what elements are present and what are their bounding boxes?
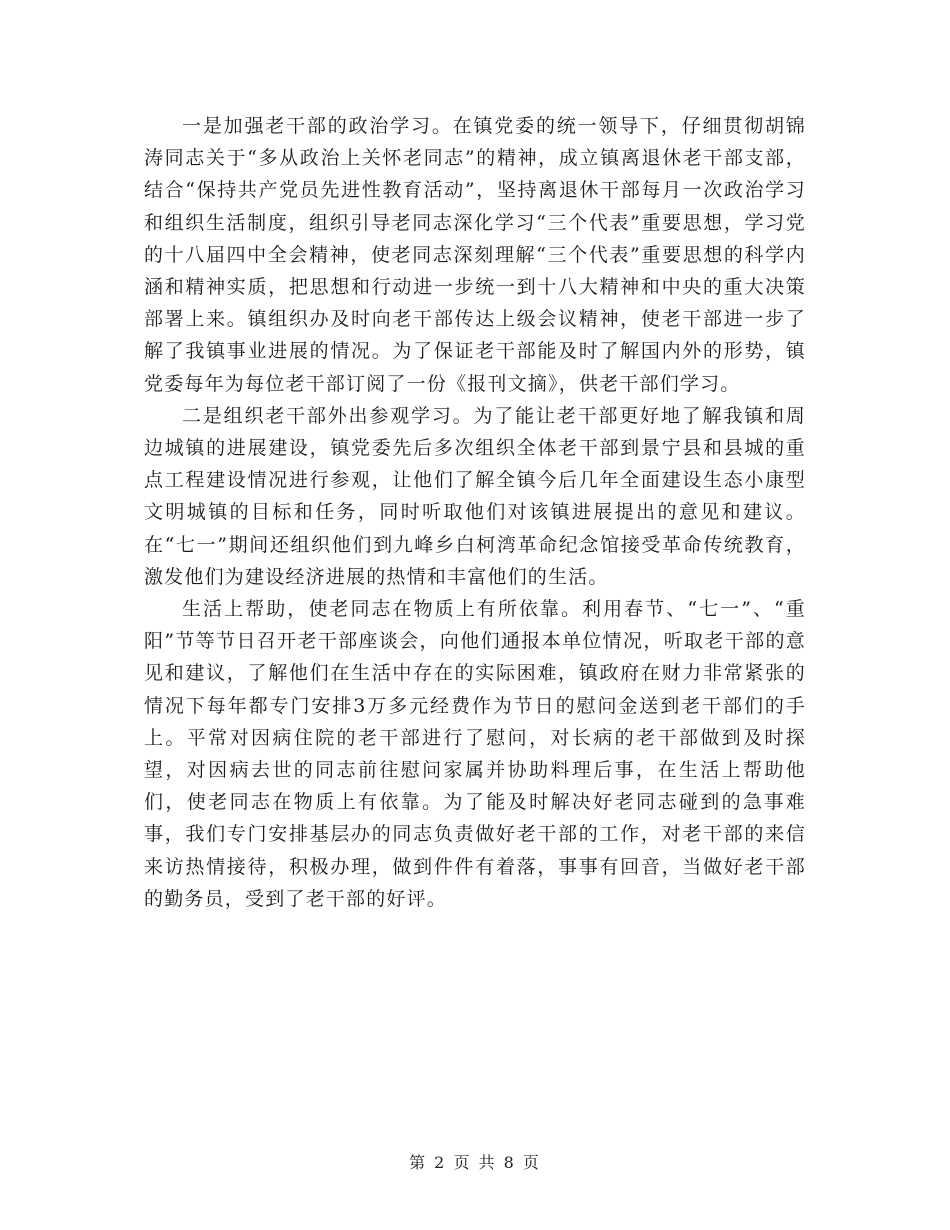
document-body xyxy=(144,110,806,915)
paragraph-field-trip: 二是组织老干部外出参观学习。为了能让老干部更好地了解我镇和周边城镇的进展建设，镇党委先后多次组织全体老干部到景宁县和县城的重点工程建设情况进行参观，让他们了解全镇今后几年全面建设生态小康型文明城镇的目标和任务，同时听取他们对该镇进展提出的意见和建议。在“七一”期间还组织他们到九峰乡白柯湾革命纪念馆接受革命传统教育，激发他们为建设经济进展的热情和丰富他们的生活。 xyxy=(144,404,806,588)
paragraph-political-study: 一是加强老干部的政治学习。在镇党委的统一领导下，仔细贯彻胡锦涛同志关于“多从政治上关怀老同志”的精神，成立镇离退休老干部支部，结合“保持共产党员先进性教育活动”，坚持离退休干部每月一次政治学习和组织生活制度，组织引导老同志深化学习“三个代表”重要思想，学习党的十八届四中全会精神，使老同志深刻理解“三个代表”重要思想的科学内涵和精神实质，把思想和行动进一步统一到十八大精神和中央的重大决策部署上来。镇组织办及时向老干部传达上级会议精神，使老干部进一步了解了我镇事业进展的情况。为了保证老干部能及时了解国内外的形势，镇党委每年为每位老干部订阅了一份《报刊文摘》，供老干部们学习。 xyxy=(144,115,806,395)
page-number-footer: 第 2 页 共 8 页 xyxy=(409,1153,541,1172)
paragraph-life-support: 生活上帮助，使老同志在物质上有所依靠。利用春节、“七一”、“重阳”节等节日召开老干部座谈会，向他们通报本单位情况，听取老干部的意见和建议，了解他们在生活中存在的实际困难，镇政府在财力非常紧张的情况下每年都专门安排3万多元经费作为节日的慰问金送到老干部们的手上。平常对因病住院的老干部进行了慰问，对长病的老干部做到及时探望，对因病去世的同志前往慰问家属并协助料理后事，在生活上帮助他们，使老同志在物质上有依靠。为了能及时解决好老同志碰到的急事难事，我们专门安排基层办的同志负责做好老干部的工作，对老干部的来信来访热情接待，积极办理，做到件件有着落，事事有回音，当做好老干部的勤务员，受到了老干部的好评。 xyxy=(144,598,806,910)
